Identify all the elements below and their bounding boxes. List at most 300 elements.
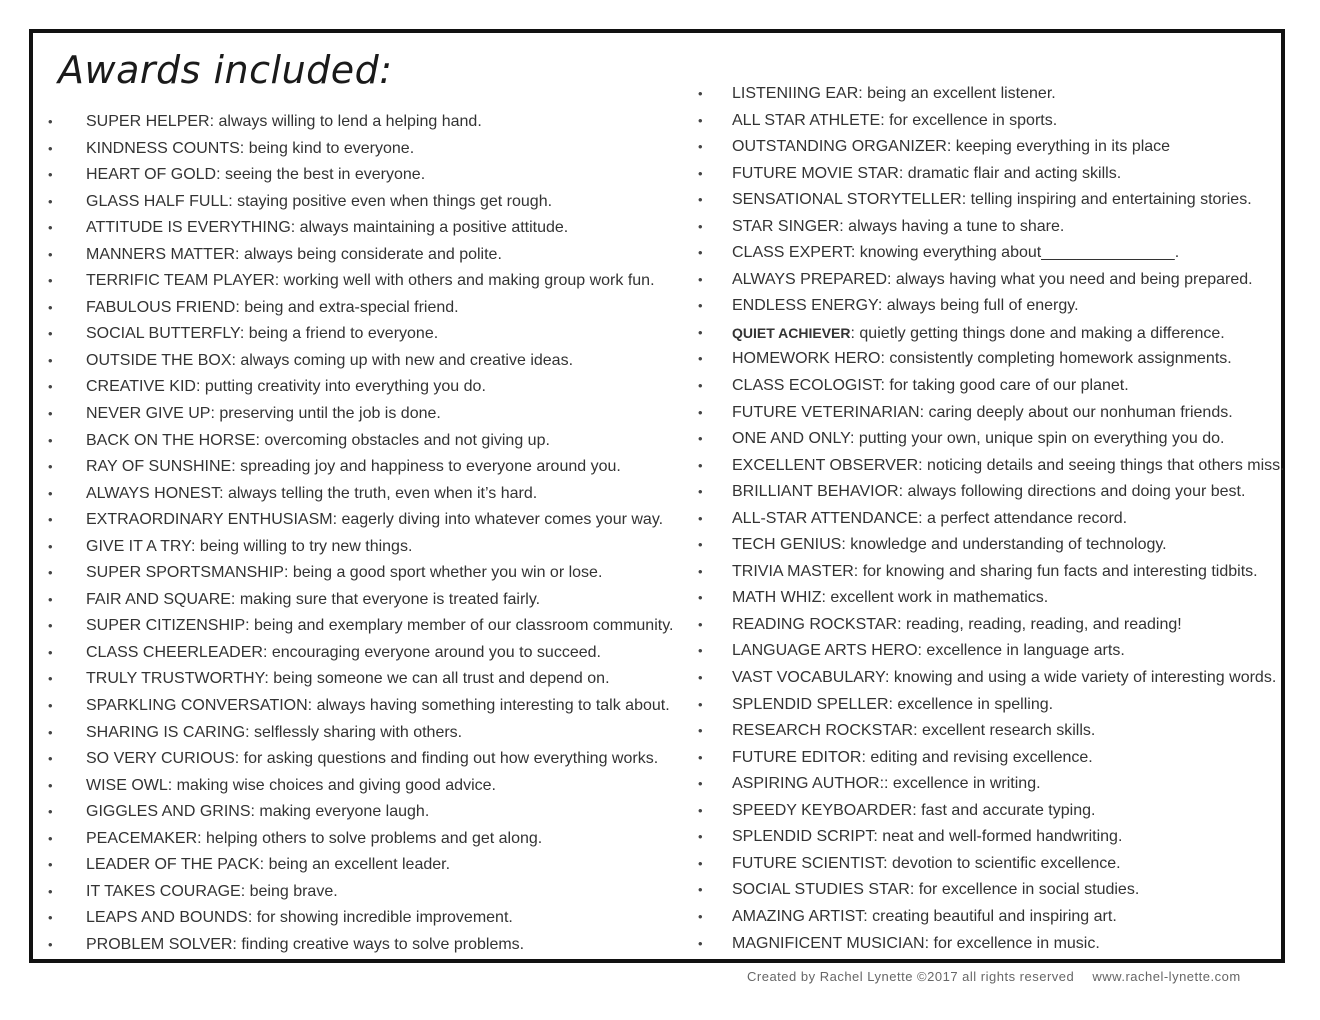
award-description: : devotion to scientific excellence.	[883, 854, 1121, 872]
award-name: SPLENDID SPELLER	[732, 695, 889, 713]
award-name: OUTSTANDING ORGANIZER	[732, 138, 947, 156]
award-text	[732, 692, 1053, 719]
award-description: : being someone we can all trust and depend on.	[264, 670, 610, 688]
award-item	[698, 320, 1283, 347]
award-item	[698, 108, 1283, 135]
award-item	[698, 798, 1283, 825]
award-name: FUTURE EDITOR	[732, 748, 862, 766]
award-description: : always telling the truth, even when it’s hard.	[219, 484, 538, 502]
bullet-icon: •	[48, 671, 53, 687]
award-text	[732, 798, 1095, 825]
award-item	[48, 507, 678, 534]
award-text	[86, 348, 573, 375]
footer-url: www.rachel-lynette.com	[1092, 969, 1241, 984]
award-description: : making everyone laugh.	[250, 803, 430, 821]
bullet-icon: •	[48, 698, 53, 714]
award-item	[48, 560, 678, 587]
award-text	[732, 877, 1139, 904]
award-description: : for excellence in music.	[924, 934, 1100, 952]
award-item	[48, 454, 678, 481]
award-text	[732, 771, 1041, 798]
award-name: ALL-STAR ATTENDANCE	[732, 509, 919, 527]
bullet-icon: •	[48, 512, 53, 528]
bullet-icon: •	[48, 804, 53, 820]
award-item	[48, 189, 678, 216]
award-name: RAY OF SUNSHINE	[86, 458, 232, 476]
award-text	[86, 852, 450, 879]
award-name: IT TAKES COURAGE	[86, 882, 241, 900]
award-text	[86, 746, 658, 773]
award-name: BRILLIANT BEHAVIOR	[732, 483, 899, 501]
award-description: : excellent research skills.	[913, 722, 1096, 740]
award-text	[732, 453, 1285, 480]
award-text	[732, 824, 1122, 851]
award-item	[48, 268, 678, 295]
award-name: KINDNESS COUNTS	[86, 139, 240, 157]
award-description: : excellence in spelling.	[888, 695, 1054, 713]
award-name: EXTRAORDINARY ENTHUSIASM	[86, 511, 333, 529]
award-description: : being willing to try new things.	[190, 537, 413, 555]
award-name: SHARING IS CARING	[86, 723, 246, 741]
award-item	[698, 187, 1283, 214]
award-text	[86, 374, 486, 401]
bullet-icon: •	[48, 167, 53, 183]
award-text	[86, 321, 438, 348]
award-description: : being a good sport whether you win or lose.	[283, 564, 603, 582]
award-item	[48, 773, 678, 800]
award-description: : putting your own, unique spin on everything you do.	[849, 430, 1225, 448]
award-item	[698, 373, 1283, 400]
bullet-icon: •	[48, 883, 53, 899]
award-description: : being kind to everyone.	[239, 139, 415, 157]
award-name: SUPER CITIZENSHIP	[86, 617, 246, 635]
award-text	[732, 293, 1079, 320]
award-text	[86, 640, 601, 667]
award-item	[48, 826, 678, 853]
bullet-icon: •	[698, 324, 703, 340]
award-text	[732, 267, 1253, 294]
award-item	[48, 852, 678, 879]
award-name: LANGUAGE ARTS HERO	[732, 642, 918, 660]
bullet-icon: •	[698, 696, 703, 712]
award-description: : knowing everything about_______________.	[850, 244, 1180, 262]
bullet-icon: •	[698, 802, 703, 818]
bullet-icon: •	[48, 485, 53, 501]
bullet-icon: •	[698, 855, 703, 871]
award-description: : telling inspiring and entertaining stories.	[961, 191, 1252, 209]
award-text	[732, 612, 1182, 639]
award-text	[732, 373, 1129, 400]
award-description: : for knowing and sharing fun facts and interesting tidbits.	[853, 562, 1258, 580]
bullet-icon: •	[48, 114, 53, 129]
award-name: MATH WHIZ	[732, 589, 822, 607]
award-item	[48, 215, 678, 242]
award-text	[732, 638, 1125, 665]
award-text	[86, 879, 338, 906]
award-description: : keeping everything in its place	[946, 138, 1171, 156]
bullet-icon: •	[698, 882, 703, 898]
award-name: VAST VOCABULARY	[732, 669, 885, 687]
bullet-icon: •	[48, 379, 53, 395]
bullet-icon: •	[48, 273, 53, 289]
award-description: : fast and accurate typing.	[912, 801, 1096, 819]
award-name: EXCELLENT OBSERVER	[732, 456, 919, 474]
award-text	[86, 773, 496, 800]
award-text	[86, 693, 670, 720]
bullet-icon: •	[698, 404, 703, 420]
award-text	[86, 454, 621, 481]
award-name: TECH GENIUS	[732, 536, 842, 554]
award-name: PROBLEM SOLVER	[86, 935, 233, 953]
award-item	[48, 932, 678, 959]
bullet-icon: •	[698, 908, 703, 924]
bullet-icon: •	[48, 193, 53, 209]
award-text	[732, 134, 1170, 161]
bullet-icon: •	[698, 351, 703, 367]
award-item	[48, 401, 678, 428]
award-item	[698, 824, 1283, 851]
award-description: : always having something interesting to talk about.	[307, 697, 670, 715]
award-item	[698, 214, 1283, 241]
award-item	[48, 428, 678, 455]
award-name: SO VERY CURIOUS	[86, 750, 235, 768]
award-item	[698, 771, 1283, 798]
bullet-icon: •	[48, 618, 53, 634]
award-text	[732, 851, 1121, 878]
award-name: HOMEWORK HERO	[732, 350, 881, 368]
award-description: : helping others to solve problems and get along.	[197, 829, 543, 847]
bullet-icon: •	[698, 484, 703, 500]
award-name: STAR SINGER	[732, 217, 840, 235]
bullet-icon: •	[48, 724, 53, 740]
award-text	[732, 161, 1121, 188]
award-description: : creating beautiful and inspiring art.	[863, 907, 1117, 925]
award-text	[732, 187, 1252, 214]
bullet-icon: •	[698, 86, 703, 101]
award-item	[48, 879, 678, 906]
award-description: : spreading joy and happiness to everyone around you.	[231, 458, 621, 476]
award-item	[698, 506, 1283, 533]
bullet-icon: •	[698, 139, 703, 155]
bullet-icon: •	[698, 749, 703, 765]
award-description: : for excellence in social studies.	[909, 881, 1140, 899]
award-name: TRULY TRUSTWORTHY	[86, 670, 265, 688]
award-description: : editing and revising excellence.	[861, 748, 1093, 766]
award-description: : always coming up with new and creative ideas.	[231, 351, 574, 369]
bullet-icon: •	[698, 457, 703, 473]
bullet-icon: •	[698, 776, 703, 792]
award-text	[86, 720, 462, 747]
bullet-icon: •	[698, 935, 703, 951]
award-name: GIGGLES AND GRINS	[86, 803, 251, 821]
bullet-icon: •	[48, 299, 53, 315]
award-description: : always following directions and doing your best.	[898, 483, 1246, 501]
bullet-icon: •	[48, 406, 53, 422]
bullet-icon: •	[698, 245, 703, 261]
award-name: SOCIAL STUDIES STAR	[732, 881, 910, 899]
award-description: : being and exemplary member of our classroom community.	[245, 617, 674, 635]
bullet-icon: •	[698, 271, 703, 287]
award-text	[732, 426, 1224, 453]
left-awards-list	[48, 109, 678, 959]
award-description: : always maintaining a positive attitude.	[290, 219, 569, 237]
bullet-icon: •	[698, 510, 703, 526]
award-description: : knowing and using a wide variety of interesting words.	[884, 669, 1277, 687]
bullet-icon: •	[698, 537, 703, 553]
award-description: : seeing the best in everyone.	[216, 166, 426, 184]
award-name: SUPER SPORTSMANSHIP	[86, 564, 284, 582]
award-text	[732, 81, 1056, 108]
award-description: : consistently completing homework assignments.	[880, 350, 1232, 368]
award-item	[698, 612, 1283, 639]
footer	[747, 969, 1241, 984]
award-description: : being brave.	[240, 882, 338, 900]
award-item	[48, 162, 678, 189]
award-name: FAIR AND SQUARE	[86, 590, 231, 608]
award-item	[698, 718, 1283, 745]
award-item	[698, 931, 1283, 958]
bullet-icon: •	[698, 670, 703, 686]
award-text	[86, 189, 552, 216]
award-name: LISTENIING EAR	[732, 85, 859, 102]
award-name: ATTITUDE IS EVERYTHING	[86, 219, 291, 237]
award-text	[732, 904, 1117, 931]
award-text	[86, 401, 441, 428]
award-name: ALWAYS PREPARED	[732, 270, 887, 288]
award-description: : always being considerate and polite.	[235, 245, 502, 263]
bullet-icon: •	[48, 220, 53, 236]
award-name: FABULOUS FRIEND	[86, 298, 236, 316]
award-name: MANNERS MATTER	[86, 245, 236, 263]
award-item	[698, 692, 1283, 719]
award-name: LEAPS AND BOUNDS	[86, 909, 248, 927]
bullet-icon: •	[48, 751, 53, 767]
award-item	[698, 240, 1283, 267]
award-item	[698, 532, 1283, 559]
award-name: FUTURE SCIENTIST	[732, 854, 884, 872]
award-item	[698, 585, 1283, 612]
award-item	[698, 453, 1283, 480]
award-name: WISE OWL	[86, 776, 168, 794]
award-name: PEACEMAKER	[86, 829, 198, 847]
award-name: FUTURE MOVIE STAR	[732, 164, 899, 182]
award-description: : being and extra-special friend.	[235, 298, 459, 316]
award-description: : working well with others and making group work fun.	[274, 272, 655, 290]
award-text	[86, 136, 414, 163]
award-description: : for taking good care of our planet.	[880, 377, 1129, 395]
award-description: : reading, reading, reading, and reading!	[897, 615, 1182, 633]
footer-credit: Created by Rachel Lynette ©2017 all rights reserved	[747, 969, 1075, 984]
award-text	[732, 320, 1225, 348]
award-name: READING ROCKSTAR	[732, 615, 898, 633]
award-description: : excellence in writing.	[884, 775, 1041, 793]
award-item	[698, 559, 1283, 586]
bullet-icon: •	[48, 352, 53, 368]
award-text	[86, 534, 412, 561]
award-item	[48, 640, 678, 667]
award-name: SPEEDY KEYBOARDER	[732, 801, 913, 819]
award-name: OUTSIDE THE BOX	[86, 351, 232, 369]
bullet-icon: •	[48, 830, 53, 846]
award-item	[48, 109, 678, 136]
bullet-icon: •	[698, 378, 703, 394]
bullet-icon: •	[698, 829, 703, 845]
bullet-icon: •	[48, 857, 53, 873]
award-item	[698, 904, 1283, 931]
award-text	[86, 109, 482, 136]
bullet-icon: •	[698, 590, 703, 606]
bullet-icon: •	[48, 644, 53, 660]
award-text	[732, 240, 1179, 267]
award-item	[698, 479, 1283, 506]
award-text	[86, 905, 513, 932]
award-description: : knowledge and understanding of technology.	[841, 536, 1167, 554]
award-description: : for showing incredible improvement.	[247, 909, 513, 927]
award-description: : for excellence in sports.	[880, 111, 1058, 129]
award-item	[698, 400, 1283, 427]
award-name: AMAZING ARTIST	[732, 907, 864, 925]
award-description: : staying positive even when things get rough.	[228, 192, 553, 210]
award-description: : finding creative ways to solve problems.	[232, 935, 525, 953]
bullet-icon: •	[698, 431, 703, 447]
bullet-icon: •	[48, 910, 53, 926]
award-text	[732, 585, 1048, 612]
award-description: : dramatic flair and acting skills.	[898, 164, 1122, 182]
award-item	[48, 587, 678, 614]
award-item	[48, 666, 678, 693]
award-text	[732, 532, 1167, 559]
bullet-icon: •	[48, 538, 53, 554]
award-name: CREATIVE KID	[86, 378, 196, 396]
award-text	[86, 560, 602, 587]
award-name: QUIET ACHIEVER	[732, 324, 851, 341]
award-text	[732, 400, 1233, 427]
award-description: : being an excellent leader.	[259, 856, 451, 874]
award-text	[732, 931, 1100, 958]
award-description: : always having what you need and being prepared.	[887, 270, 1253, 288]
award-text	[86, 932, 524, 959]
award-name: BACK ON THE HORSE	[86, 431, 256, 449]
award-text	[86, 826, 542, 853]
award-description: : always having a tune to share.	[839, 217, 1065, 235]
award-item	[698, 851, 1283, 878]
award-text	[732, 108, 1057, 135]
award-item	[48, 481, 678, 508]
award-name: ENDLESS ENERGY	[732, 297, 878, 315]
award-description: : noticing details and seeing things that others miss.	[918, 456, 1285, 474]
award-description: : neat and well-formed handwriting.	[873, 828, 1123, 846]
award-text	[86, 799, 429, 826]
award-text	[732, 718, 1095, 745]
award-description: : always being full of energy.	[877, 297, 1079, 315]
award-item	[48, 295, 678, 322]
award-name: ASPIRING AUTHOR:	[732, 775, 885, 793]
award-item	[698, 134, 1283, 161]
award-description: : a perfect attendance record.	[918, 509, 1128, 527]
award-item	[698, 81, 1283, 108]
bullet-icon: •	[48, 777, 53, 793]
award-description: : quietly getting things done and making a difference.	[850, 324, 1225, 342]
bullet-icon: •	[698, 298, 703, 314]
award-item	[698, 161, 1283, 188]
award-item	[698, 877, 1283, 904]
award-text	[86, 215, 568, 242]
award-text	[732, 745, 1093, 772]
bullet-icon: •	[698, 112, 703, 128]
award-item	[48, 905, 678, 932]
award-item	[698, 665, 1283, 692]
award-name: ALL STAR ATHLETE	[732, 111, 881, 129]
award-description: : putting creativity into everything you do.	[195, 378, 486, 396]
award-description: : caring deeply about our nonhuman friends.	[919, 403, 1233, 421]
bullet-icon: •	[48, 936, 53, 952]
award-item	[698, 267, 1283, 294]
award-item	[48, 321, 678, 348]
award-name: CLASS EXPERT	[732, 244, 851, 262]
award-description: : always willing to lend a helping hand.	[209, 113, 482, 130]
award-item	[48, 136, 678, 163]
award-text	[732, 506, 1127, 533]
bullet-icon: •	[698, 643, 703, 659]
right-awards-list	[698, 81, 1283, 957]
award-item	[48, 720, 678, 747]
bullet-icon: •	[48, 326, 53, 342]
award-item	[48, 348, 678, 375]
award-name: HEART OF GOLD	[86, 166, 217, 184]
award-name: SUPER HELPER	[86, 113, 210, 130]
award-description: : being a friend to everyone.	[239, 325, 439, 343]
award-name: SPARKLING CONVERSATION	[86, 697, 308, 715]
award-description: : overcoming obstacles and not giving up.	[255, 431, 550, 449]
award-name: SPLENDID SCRIPT	[732, 828, 874, 846]
award-text	[86, 507, 663, 534]
award-name: ALWAYS HONEST	[86, 484, 220, 502]
award-text	[86, 587, 540, 614]
award-name: ONE AND ONLY	[732, 430, 850, 448]
award-item	[698, 745, 1283, 772]
award-name: TERRIFIC TEAM PLAYER	[86, 272, 275, 290]
award-text	[732, 559, 1258, 586]
award-item	[698, 346, 1283, 373]
bullet-icon: •	[48, 432, 53, 448]
award-item	[48, 534, 678, 561]
award-name: GIVE IT A TRY	[86, 537, 191, 555]
award-name: TRIVIA MASTER	[732, 562, 854, 580]
award-item	[48, 374, 678, 401]
award-item	[698, 426, 1283, 453]
award-description: : excellent work in mathematics.	[821, 589, 1049, 607]
award-text	[86, 295, 459, 322]
award-text	[86, 613, 673, 640]
award-text	[86, 268, 655, 295]
bullet-icon: •	[698, 723, 703, 739]
award-item	[48, 242, 678, 269]
award-name: RESEARCH ROCKSTAR	[732, 722, 914, 740]
award-name: SENSATIONAL STORYTELLER	[732, 191, 962, 209]
award-text	[732, 479, 1245, 506]
award-description: : excellence in language arts.	[917, 642, 1125, 660]
award-item	[48, 693, 678, 720]
bullet-icon: •	[48, 591, 53, 607]
award-description: : making wise choices and giving good advice.	[167, 776, 496, 794]
award-name: CLASS ECOLOGIST	[732, 377, 881, 395]
award-description: : preserving until the job is done.	[210, 405, 441, 423]
bullet-icon: •	[698, 563, 703, 579]
award-description: : selflessly sharing with others.	[245, 723, 463, 741]
award-text	[86, 481, 537, 508]
award-text	[86, 666, 610, 693]
award-name: GLASS HALF FULL	[86, 192, 229, 210]
